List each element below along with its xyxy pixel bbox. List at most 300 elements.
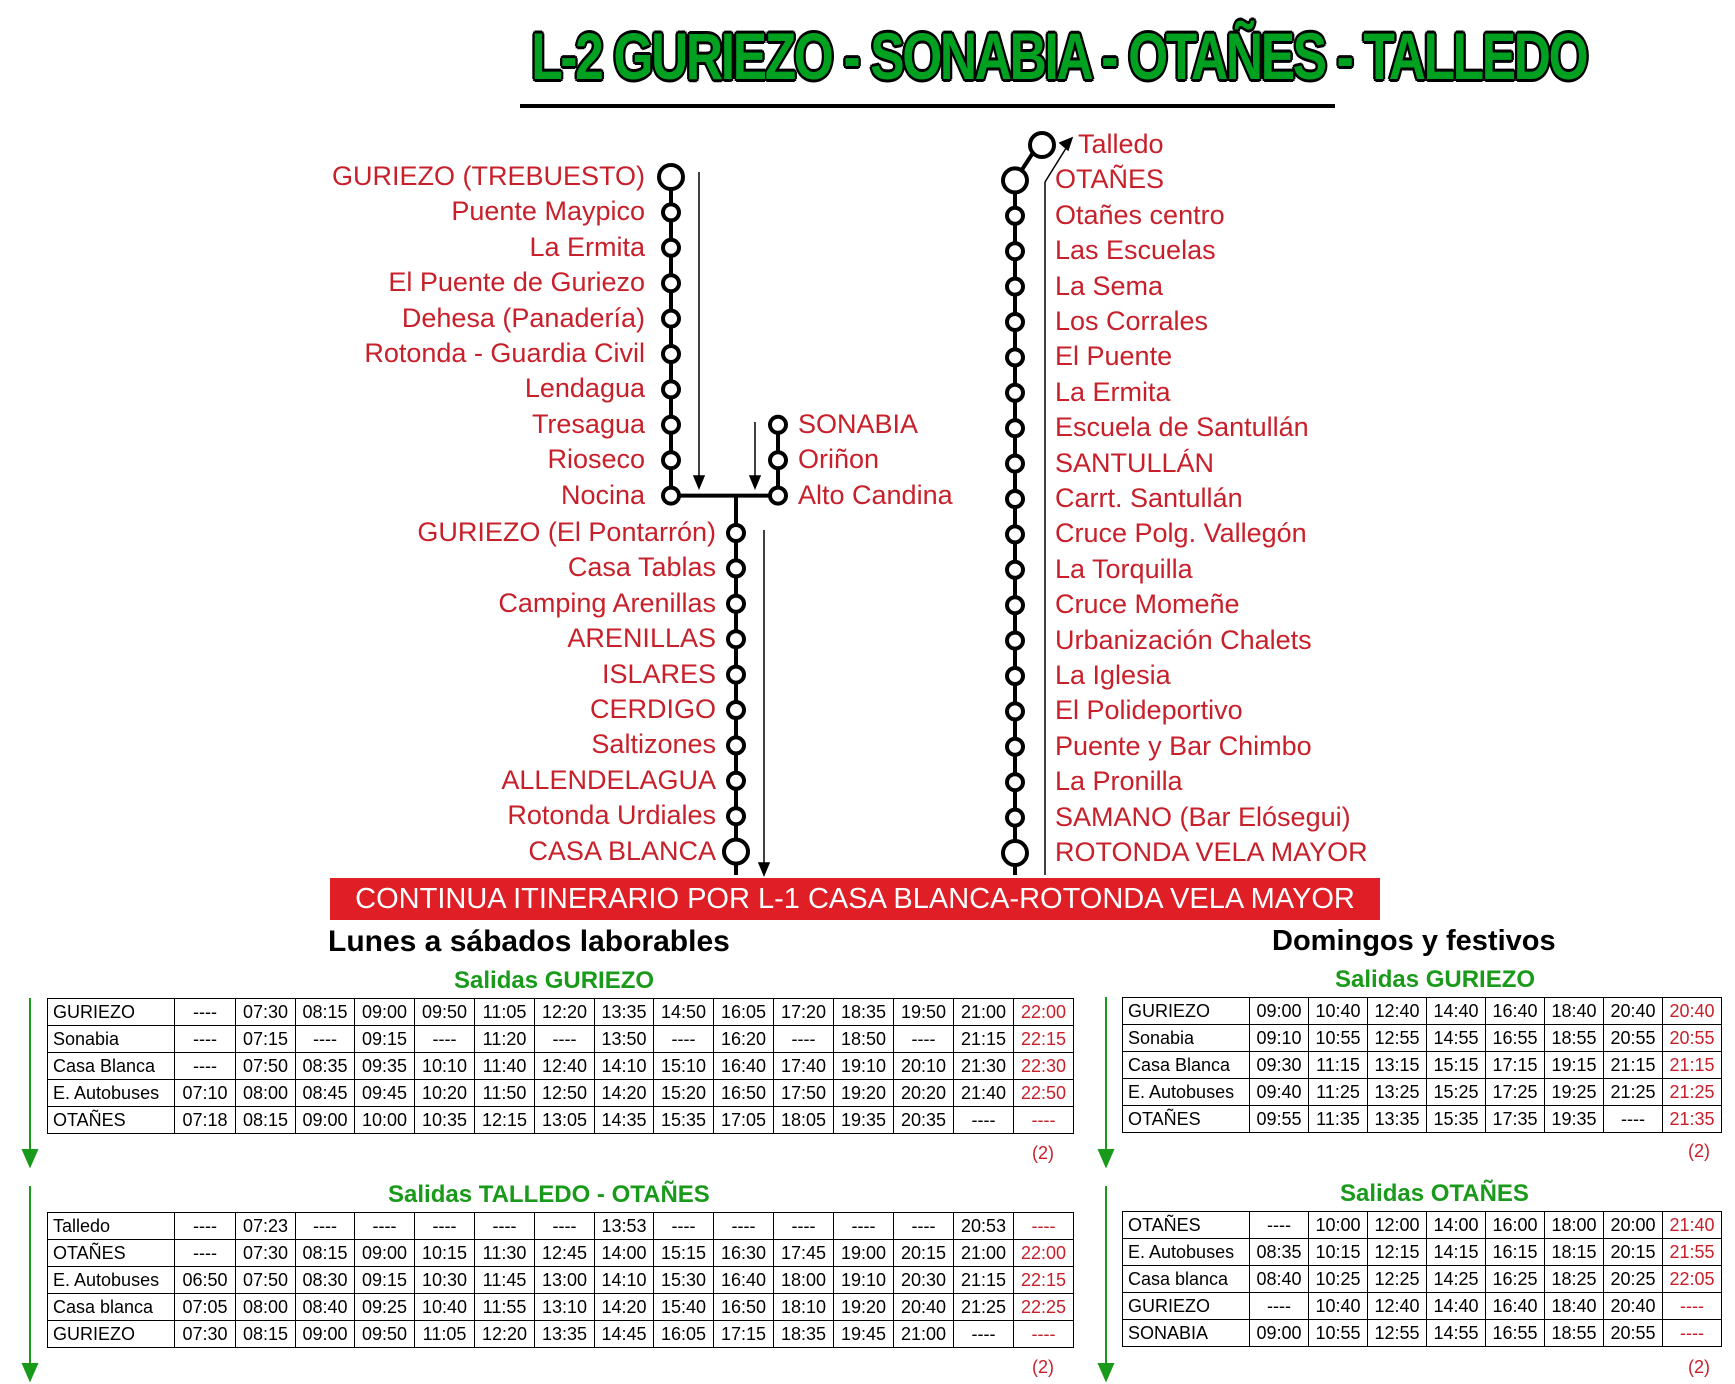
time-cell: 09:00 [1250, 998, 1309, 1025]
time-cell: 10:35 [415, 1107, 475, 1134]
time-cell: 21:25 [1663, 1079, 1722, 1106]
time-cell: 15:25 [1427, 1079, 1486, 1106]
time-cell: 22:05 [1663, 1266, 1722, 1293]
stop-name-cell: GURIEZO [48, 999, 175, 1026]
table-row [1123, 1106, 1722, 1133]
arrowhead-icon [1060, 138, 1072, 150]
time-cell: 18:00 [774, 1267, 834, 1294]
time-cell: 20:53 [954, 1213, 1014, 1240]
time-cell: 09:55 [1250, 1106, 1309, 1133]
time-cell: 06:50 [175, 1267, 236, 1294]
table-row [48, 1294, 1074, 1321]
time-cell: 15:10 [654, 1053, 714, 1080]
stop-label: La Ermita [1055, 376, 1171, 407]
time-cell: 16:30 [714, 1240, 774, 1267]
sunday-otanes-table [1122, 1211, 1722, 1347]
time-cell: 14:20 [595, 1294, 654, 1321]
time-cell: 21:30 [954, 1053, 1014, 1080]
weekday-table2-title: Salidas TALLEDO - OTAÑES [388, 1181, 710, 1208]
stop-icon [724, 840, 748, 864]
time-cell: 17:40 [774, 1053, 834, 1080]
stop-label: Saltizones [591, 729, 716, 760]
stop-label: Rotonda Urdiales [507, 800, 716, 831]
stop-label: ARENILLAS [567, 623, 716, 654]
stop-label: El Puente de Guriezo [388, 267, 645, 298]
time-cell: 19:20 [834, 1294, 894, 1321]
stop-label: Cruce Polg. Vallegón [1055, 518, 1307, 549]
time-cell: 20:15 [894, 1240, 954, 1267]
time-cell: 10:15 [415, 1240, 475, 1267]
stop-icon [728, 737, 744, 753]
time-cell: 20:15 [1604, 1239, 1663, 1266]
table-row [48, 1053, 1074, 1080]
stop-name-cell: E. Autobuses [1123, 1239, 1250, 1266]
time-cell: 14:40 [1427, 998, 1486, 1025]
stop-label: La Pronilla [1055, 766, 1183, 797]
time-cell: 14:10 [595, 1053, 654, 1080]
stop-label: La Torquilla [1055, 553, 1193, 584]
time-cell: 21:25 [1604, 1079, 1663, 1106]
stop-label: Los Corrales [1055, 306, 1209, 336]
time-cell: 11:15 [1309, 1052, 1368, 1079]
continuation-banner: CONTINUA ITINERARIO POR L-1 CASA BLANCA-ROTONDA VELA MAYOR [330, 878, 1380, 920]
time-cell: 09:45 [355, 1080, 415, 1107]
time-cell: 09:15 [355, 1267, 415, 1294]
time-cell: 16:40 [714, 1053, 774, 1080]
stop-icon [1007, 314, 1023, 330]
time-cell: 10:10 [415, 1053, 475, 1080]
table-row [1123, 1239, 1722, 1266]
time-cell: 19:20 [834, 1080, 894, 1107]
time-cell: 07:15 [236, 1026, 296, 1053]
time-cell: 14:50 [654, 999, 714, 1026]
stop-icon [1007, 774, 1023, 790]
stop-icon [770, 452, 786, 468]
time-cell: ---- [894, 1026, 954, 1053]
time-cell: 22:30 [1014, 1053, 1074, 1080]
time-cell: 15:15 [1427, 1052, 1486, 1079]
stop-icon [1007, 208, 1023, 224]
time-cell: 20:00 [1604, 1212, 1663, 1239]
time-cell: 14:00 [1427, 1212, 1486, 1239]
stop-name-cell: Casa Blanca [48, 1053, 175, 1080]
time-cell: 08:35 [296, 1053, 355, 1080]
time-cell: 21:15 [954, 1026, 1014, 1053]
time-cell: 21:40 [1663, 1212, 1722, 1239]
table-row [1123, 1052, 1722, 1079]
stop-label: SAMANO (Bar Elósegui) [1055, 801, 1351, 832]
time-cell: 17:45 [774, 1240, 834, 1267]
time-cell: 14:55 [1427, 1320, 1486, 1347]
time-cell: ---- [1014, 1213, 1074, 1240]
time-cell: 11:45 [475, 1267, 535, 1294]
weekday-heading: Lunes a sábados laborables [328, 925, 730, 958]
stop-label: Tresagua [531, 408, 645, 439]
weekday-guriezo-table [47, 998, 1074, 1134]
stop-icon [663, 204, 679, 220]
time-cell: ---- [535, 1026, 595, 1053]
stop-icon [1007, 349, 1023, 365]
time-cell: 11:05 [415, 1321, 475, 1348]
time-cell: 16:15 [1486, 1239, 1545, 1266]
stop-icon [1007, 456, 1023, 472]
time-cell: 12:55 [1368, 1025, 1427, 1052]
stop-label: Las Escuelas [1055, 235, 1216, 266]
weekday-table2-note: (2) [1032, 1357, 1054, 1377]
sunday-table1-note: (2) [1688, 1141, 1710, 1161]
time-cell: 13:10 [535, 1294, 595, 1321]
stop-label: Carrt. Santullán [1055, 483, 1243, 513]
time-cell: ---- [415, 1213, 475, 1240]
time-cell: 13:25 [1368, 1079, 1427, 1106]
time-cell: 14:35 [595, 1107, 654, 1134]
stop-label: ISLARES [601, 658, 716, 689]
time-cell: 19:45 [834, 1321, 894, 1348]
stop-icon [663, 275, 679, 291]
time-cell: 17:35 [1486, 1106, 1545, 1133]
stop-icon [1007, 491, 1023, 507]
table-row [1123, 1212, 1722, 1239]
stop-icon [663, 240, 679, 256]
stop-name-cell: GURIEZO [1123, 1293, 1250, 1320]
arrowhead-icon [694, 476, 704, 488]
stop-icon [1003, 841, 1027, 865]
time-cell: 13:35 [1368, 1106, 1427, 1133]
time-cell: 09:50 [415, 999, 475, 1026]
sunday-heading: Domingos y festivos [1272, 925, 1556, 957]
stop-label: SANTULLÁN [1055, 447, 1215, 478]
time-cell: 16:40 [1486, 998, 1545, 1025]
stop-name-cell: E. Autobuses [1123, 1079, 1250, 1106]
time-cell: 18:25 [1545, 1266, 1604, 1293]
time-cell: 19:10 [834, 1053, 894, 1080]
time-cell: 19:35 [834, 1107, 894, 1134]
stop-label: Nocina [560, 479, 645, 510]
time-cell: 08:00 [236, 1080, 296, 1107]
time-cell: 16:40 [714, 1267, 774, 1294]
stop-label: Talledo [1078, 129, 1164, 159]
stop-icon [1007, 385, 1023, 401]
stop-icon [728, 667, 744, 683]
table-row [1123, 1266, 1722, 1293]
time-cell: ---- [714, 1213, 774, 1240]
stop-name-cell: E. Autobuses [48, 1080, 175, 1107]
time-cell: ---- [654, 1026, 714, 1053]
stop-icon [1007, 279, 1023, 295]
time-cell: 10:00 [355, 1107, 415, 1134]
time-cell: 20:40 [1663, 998, 1722, 1025]
time-cell: 12:55 [1368, 1320, 1427, 1347]
time-cell: 11:05 [475, 999, 535, 1026]
time-cell: 18:35 [834, 999, 894, 1026]
time-cell: 19:00 [834, 1240, 894, 1267]
time-cell: 22:00 [1014, 1240, 1074, 1267]
time-cell: 09:15 [355, 1026, 415, 1053]
time-cell: 12:50 [535, 1080, 595, 1107]
time-cell: 09:35 [355, 1053, 415, 1080]
time-cell: ---- [954, 1107, 1014, 1134]
stop-label: Puente y Bar Chimbo [1055, 730, 1312, 761]
time-cell: ---- [415, 1026, 475, 1053]
time-cell: 15:35 [1427, 1106, 1486, 1133]
time-cell: 18:35 [774, 1321, 834, 1348]
sunday-table2-title: Salidas OTAÑES [1340, 1180, 1529, 1207]
time-cell: 22:00 [1014, 999, 1074, 1026]
stop-icon [728, 525, 744, 541]
time-cell: ---- [1014, 1321, 1074, 1348]
time-cell: ---- [954, 1321, 1014, 1348]
stop-icon [663, 381, 679, 397]
time-cell: 21:35 [1663, 1106, 1722, 1133]
time-cell: 08:15 [236, 1321, 296, 1348]
stop-label: Rioseco [547, 444, 645, 475]
stop-label: Cruce Momeñe [1055, 589, 1240, 620]
time-cell: 15:30 [654, 1267, 714, 1294]
stop-label: OTAÑES [1055, 164, 1165, 195]
stop-icon [1030, 133, 1054, 157]
stop-icon [1007, 420, 1023, 436]
time-cell: 14:20 [595, 1080, 654, 1107]
time-cell: 07:18 [175, 1107, 236, 1134]
time-cell: 19:25 [1545, 1079, 1604, 1106]
time-cell: 13:50 [595, 1026, 654, 1053]
stop-name-cell: Casa blanca [48, 1294, 175, 1321]
sunday-guriezo-table [1122, 997, 1722, 1133]
time-cell: 08:30 [296, 1267, 355, 1294]
time-cell: 21:25 [954, 1294, 1014, 1321]
time-cell: 15:40 [654, 1294, 714, 1321]
time-cell: 14:10 [595, 1267, 654, 1294]
time-cell: 09:00 [296, 1107, 355, 1134]
weekday-table1-title: Salidas GURIEZO [454, 967, 655, 994]
time-cell: 20:40 [894, 1294, 954, 1321]
stop-icon [663, 346, 679, 362]
time-cell: 10:55 [1309, 1025, 1368, 1052]
time-cell: ---- [1663, 1293, 1722, 1320]
weekday-table1-note: (2) [1032, 1143, 1054, 1163]
time-cell: 20:40 [1604, 998, 1663, 1025]
time-cell: 22:15 [1014, 1267, 1074, 1294]
time-cell: 08:35 [1250, 1239, 1309, 1266]
time-cell: 18:10 [774, 1294, 834, 1321]
stop-icon [1007, 703, 1023, 719]
time-cell: 11:50 [475, 1080, 535, 1107]
time-cell: ---- [1014, 1107, 1074, 1134]
stop-icon [728, 808, 744, 824]
time-cell: 12:00 [1368, 1212, 1427, 1239]
arrowhead-icon [23, 1150, 37, 1166]
time-cell: ---- [535, 1213, 595, 1240]
time-cell: ---- [1663, 1320, 1722, 1347]
stop-label: SONABIA [798, 408, 919, 439]
arrowhead-icon [23, 1364, 37, 1380]
time-cell: 13:15 [1368, 1052, 1427, 1079]
stop-label: ALLENDELAGUA [501, 764, 716, 795]
stop-name-cell: Sonabia [48, 1026, 175, 1053]
time-cell: 20:55 [1663, 1025, 1722, 1052]
arrowhead-icon [750, 476, 760, 488]
time-cell: 08:40 [296, 1294, 355, 1321]
stop-icon [1007, 810, 1023, 826]
sunday-table1-title: Salidas GURIEZO [1335, 966, 1536, 993]
stop-name-cell: Casa Blanca [1123, 1052, 1250, 1079]
time-cell: ---- [774, 1026, 834, 1053]
time-cell: 16:25 [1486, 1266, 1545, 1293]
time-cell: 16:40 [1486, 1293, 1545, 1320]
time-cell: 21:00 [954, 999, 1014, 1026]
time-cell: 09:00 [355, 1240, 415, 1267]
time-cell: 22:50 [1014, 1080, 1074, 1107]
time-cell: 14:40 [1427, 1293, 1486, 1320]
time-cell: 09:00 [1250, 1320, 1309, 1347]
time-cell: ---- [834, 1213, 894, 1240]
time-cell: 21:00 [894, 1321, 954, 1348]
stop-label: Rotonda - Guardia Civil [364, 338, 645, 368]
time-cell: 18:55 [1545, 1320, 1604, 1347]
time-cell: 09:25 [355, 1294, 415, 1321]
stop-icon [663, 311, 679, 327]
time-cell: 17:15 [714, 1321, 774, 1348]
time-cell: 21:15 [1663, 1052, 1722, 1079]
time-cell: ---- [1250, 1212, 1309, 1239]
sunday-table2-note: (2) [1688, 1357, 1710, 1377]
time-cell: 11:30 [475, 1240, 535, 1267]
stop-icon [1007, 668, 1023, 684]
stop-icon [770, 488, 786, 504]
stop-label: Camping Arenillas [498, 587, 716, 618]
time-cell: 20:55 [1604, 1025, 1663, 1052]
arrowhead-icon [1099, 1364, 1113, 1380]
stop-label: Casa Tablas [567, 552, 716, 583]
stop-icon [1007, 739, 1023, 755]
stop-icon [770, 417, 786, 433]
time-cell: 08:15 [296, 999, 355, 1026]
stop-icon [728, 702, 744, 718]
time-cell: 21:55 [1663, 1239, 1722, 1266]
table-row [1123, 1079, 1722, 1106]
time-cell: 12:15 [1368, 1239, 1427, 1266]
arrowhead-icon [759, 863, 769, 875]
time-cell: 18:00 [1545, 1212, 1604, 1239]
time-cell: 07:30 [236, 1240, 296, 1267]
table-row [1123, 1320, 1722, 1347]
time-cell: 10:30 [415, 1267, 475, 1294]
stop-label: Oriñon [798, 444, 880, 475]
time-cell: 18:40 [1545, 1293, 1604, 1320]
time-cell: 21:15 [954, 1267, 1014, 1294]
time-cell: 12:45 [535, 1240, 595, 1267]
stop-label: GURIEZO (TREBUESTO) [331, 161, 645, 191]
time-cell: ---- [175, 1213, 236, 1240]
time-cell: 09:00 [296, 1321, 355, 1348]
time-cell: 14:55 [1427, 1025, 1486, 1052]
time-cell: ---- [355, 1213, 415, 1240]
time-cell: ---- [175, 1026, 236, 1053]
table-row [48, 1026, 1074, 1053]
stop-name-cell: E. Autobuses [48, 1267, 175, 1294]
time-cell: 12:20 [475, 1321, 535, 1348]
stop-icon [659, 165, 683, 189]
time-cell: 17:50 [774, 1080, 834, 1107]
time-cell: 16:50 [714, 1080, 774, 1107]
stop-name-cell: Casa blanca [1123, 1266, 1250, 1293]
stop-label: GURIEZO (El Pontarrón) [417, 517, 716, 547]
stop-icon [1007, 597, 1023, 613]
time-cell: 07:10 [175, 1080, 236, 1107]
table-row [48, 999, 1074, 1026]
time-cell: 12:25 [1368, 1266, 1427, 1293]
time-cell: 20:25 [1604, 1266, 1663, 1293]
time-cell: 14:25 [1427, 1266, 1486, 1293]
stop-name-cell: OTAÑES [1123, 1106, 1250, 1133]
time-cell: 10:00 [1309, 1212, 1368, 1239]
time-cell: 10:40 [1309, 1293, 1368, 1320]
time-cell: 16:55 [1486, 1025, 1545, 1052]
time-cell: 08:00 [236, 1294, 296, 1321]
time-cell: 17:25 [1486, 1079, 1545, 1106]
stop-label: La Ermita [529, 231, 645, 262]
time-cell: 12:40 [1368, 998, 1427, 1025]
stop-icon [1007, 562, 1023, 578]
time-cell: 18:15 [1545, 1239, 1604, 1266]
time-cell: 09:00 [355, 999, 415, 1026]
table-row [1123, 1293, 1722, 1320]
time-cell: 22:15 [1014, 1026, 1074, 1053]
time-cell: 18:40 [1545, 998, 1604, 1025]
stop-label: Puente Maypico [451, 196, 645, 227]
stop-name-cell: OTAÑES [1123, 1212, 1250, 1239]
stop-name-cell: GURIEZO [1123, 998, 1250, 1025]
time-cell: 07:30 [236, 999, 296, 1026]
stop-name-cell: Sonabia [1123, 1025, 1250, 1052]
time-cell: 08:40 [1250, 1266, 1309, 1293]
time-cell: ---- [296, 1213, 355, 1240]
time-cell: 09:50 [355, 1321, 415, 1348]
stop-label: Escuela de Santullán [1055, 412, 1309, 443]
time-cell: 09:30 [1250, 1052, 1309, 1079]
time-cell: 11:25 [1309, 1079, 1368, 1106]
time-cell: 08:15 [236, 1107, 296, 1134]
time-cell: 19:10 [834, 1267, 894, 1294]
stop-label: Alto Candina [798, 479, 953, 510]
table-row [48, 1321, 1074, 1348]
time-cell: 07:50 [236, 1267, 296, 1294]
stop-label: El Puente [1055, 341, 1173, 372]
time-cell: 16:50 [714, 1294, 774, 1321]
table-row [1123, 1025, 1722, 1052]
time-cell: 17:05 [714, 1107, 774, 1134]
time-cell: 18:55 [1545, 1025, 1604, 1052]
stop-name-cell: SONABIA [1123, 1320, 1250, 1347]
stop-name-cell: OTAÑES [48, 1240, 175, 1267]
time-cell: 10:40 [1309, 998, 1368, 1025]
time-cell: 16:05 [654, 1321, 714, 1348]
time-cell: 15:15 [654, 1240, 714, 1267]
stop-icon [1007, 633, 1023, 649]
time-cell: 13:35 [535, 1321, 595, 1348]
time-cell: 18:50 [834, 1026, 894, 1053]
time-cell: 13:00 [535, 1267, 595, 1294]
time-cell: 16:20 [714, 1026, 774, 1053]
stop-label: Lendagua [524, 373, 645, 404]
time-cell: 20:20 [894, 1080, 954, 1107]
time-cell: 13:35 [595, 999, 654, 1026]
stop-label: CERDIGO [589, 694, 716, 724]
stop-label: CASA BLANCA [528, 835, 716, 866]
time-cell: 22:25 [1014, 1294, 1074, 1321]
stop-icon [728, 773, 744, 789]
stop-icon [663, 488, 679, 504]
